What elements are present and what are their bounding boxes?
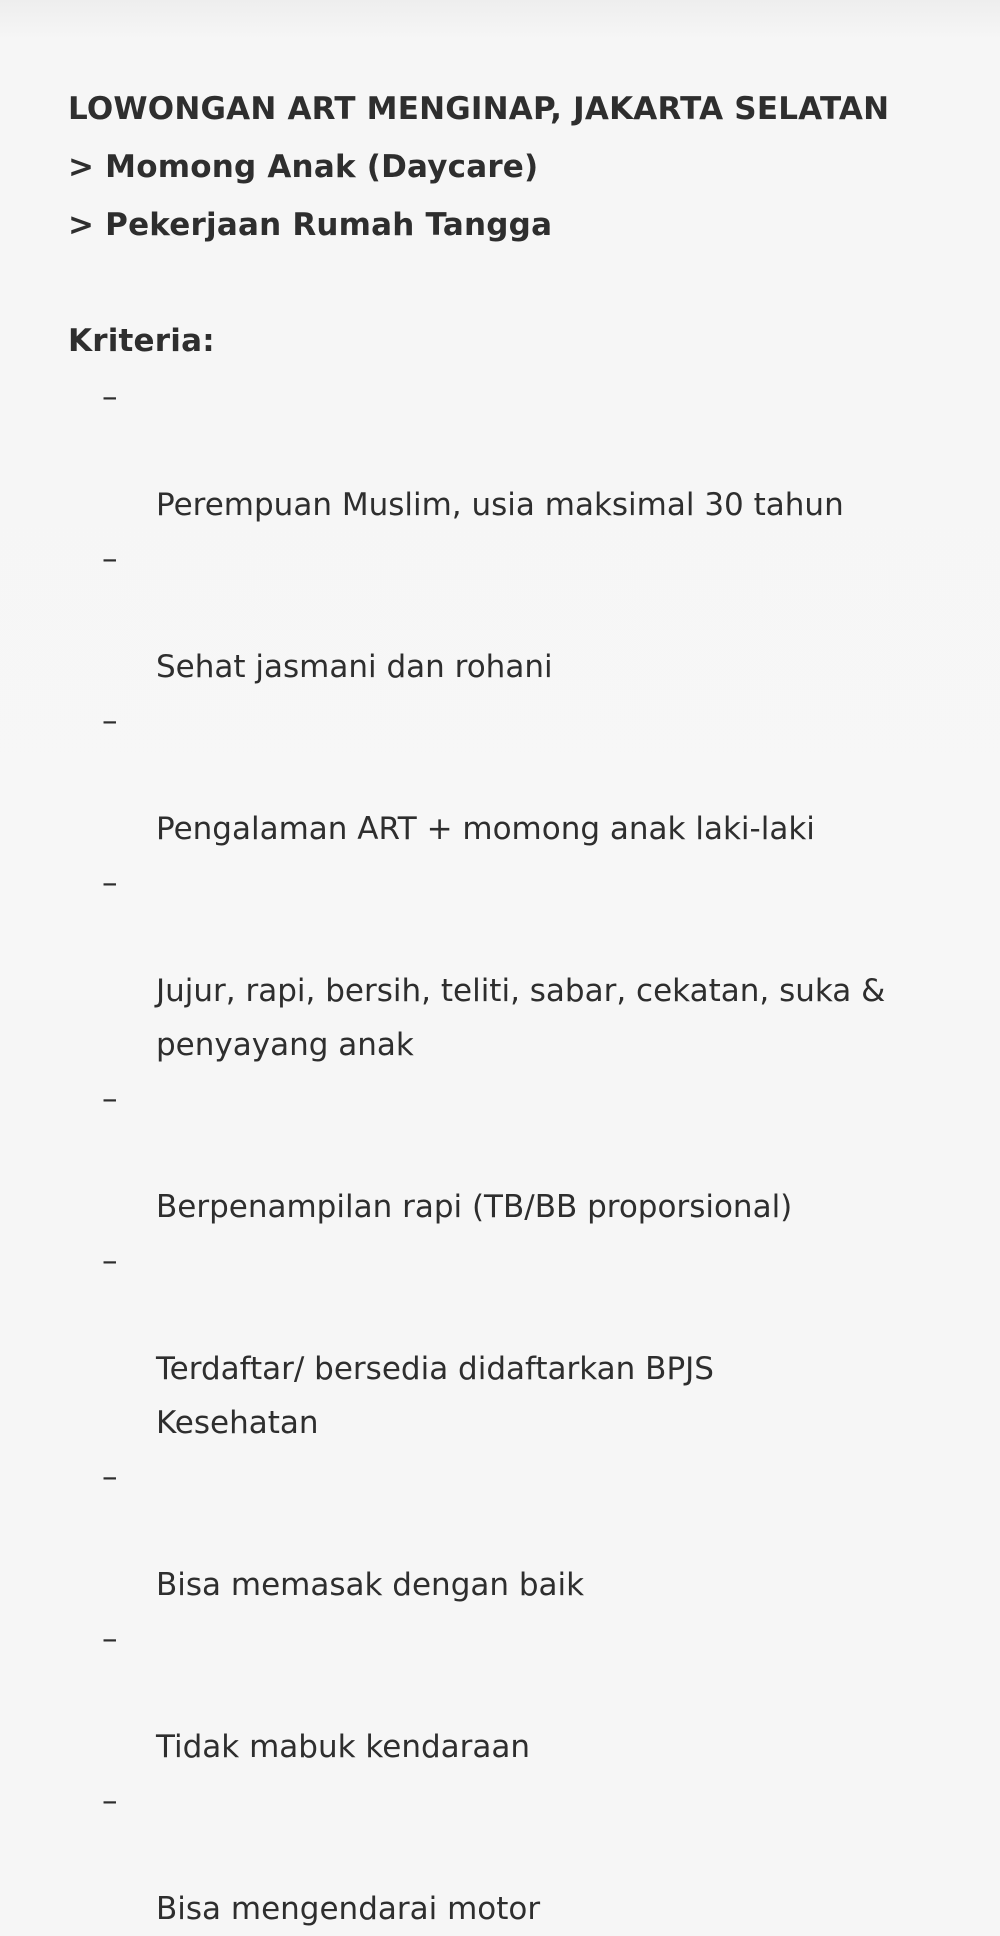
dash-bullet: – <box>102 1459 118 1495</box>
dash-bullet: – <box>102 1243 118 1279</box>
criteria-item <box>68 1234 968 1450</box>
spacer <box>68 254 968 312</box>
criteria-item-text: Berpenampilan rapi (TB/BB proporsional) <box>156 1189 793 1225</box>
dash-bullet: – <box>102 1783 118 1819</box>
dash-bullet: – <box>102 865 118 901</box>
job-subtitle-housework: > Pekerjaan Rumah Tangga <box>68 207 553 243</box>
criteria-item <box>68 1072 968 1234</box>
criteria-item <box>68 370 968 532</box>
criteria-item-text: Bisa mengendarai motor <box>156 1891 541 1927</box>
job-title: LOWONGAN ART MENGINAP, JAKARTA SELATAN <box>68 91 890 127</box>
criteria-heading: Kriteria: <box>68 323 215 359</box>
criteria-item <box>68 532 968 694</box>
dash-bullet: – <box>102 379 118 415</box>
criteria-item <box>68 1450 968 1612</box>
criteria-item <box>68 1612 968 1774</box>
criteria-item-text: Perempuan Muslim, usia maksimal 30 tahun <box>156 487 844 523</box>
criteria-item <box>68 856 968 1072</box>
note-body <box>68 80 968 1936</box>
criteria-item-text: Jujur, rapi, bersih, teliti, sabar, cekatan, suka & penyayang anak <box>156 973 886 1063</box>
dash-bullet: – <box>102 1621 118 1657</box>
criteria-item-text: Sehat jasmani dan rohani <box>156 649 553 685</box>
criteria-item-text: Bisa memasak dengan baik <box>156 1567 585 1603</box>
job-subtitle-daycare: > Momong Anak (Daycare) <box>68 149 539 185</box>
criteria-item-text: Terdaftar/ bersedia didaftarkan BPJS Kesehatan <box>156 1351 714 1441</box>
dash-bullet: – <box>102 1081 118 1117</box>
criteria-list <box>68 370 968 1936</box>
dash-bullet: – <box>102 541 118 577</box>
criteria-item-text: Pengalaman ART + momong anak laki-laki <box>156 811 815 847</box>
criteria-item <box>68 694 968 856</box>
dash-bullet: – <box>102 703 118 739</box>
criteria-item <box>68 1774 968 1936</box>
criteria-item-text: Tidak mabuk kendaraan <box>156 1729 531 1765</box>
